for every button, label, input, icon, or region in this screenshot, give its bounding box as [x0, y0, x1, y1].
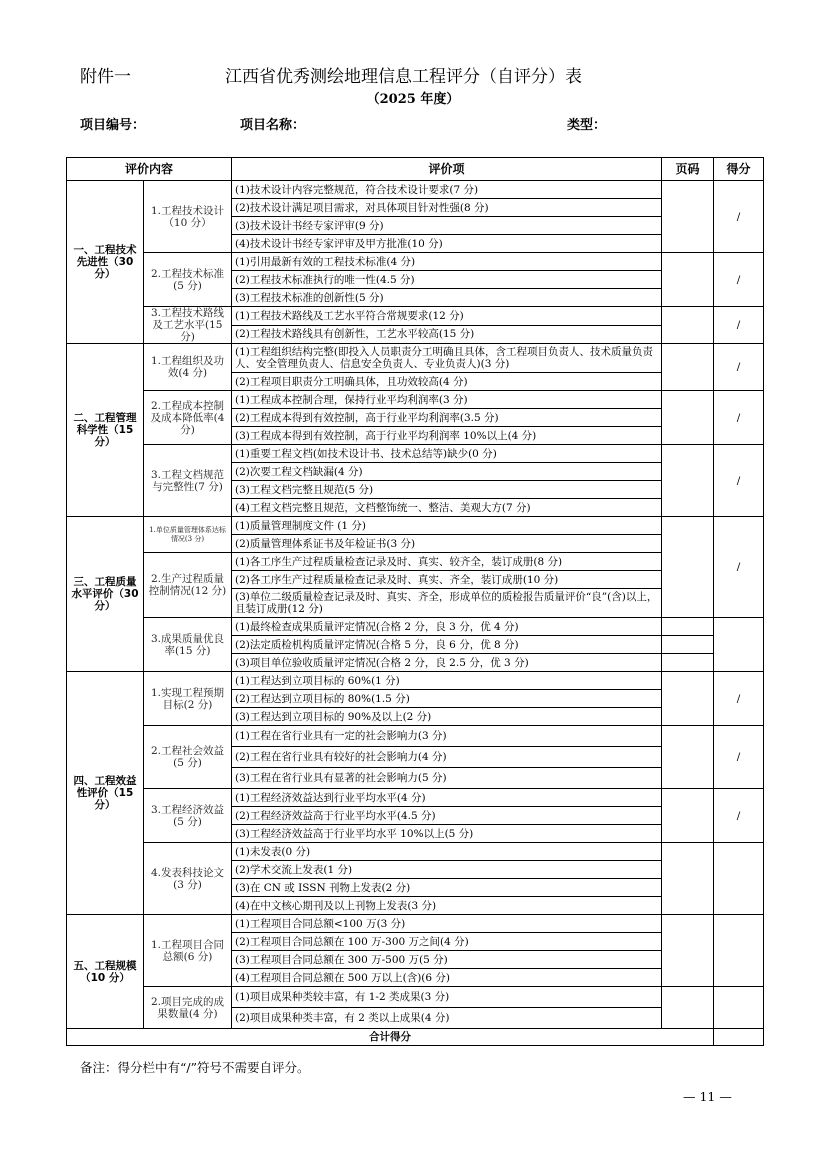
table-row: [67, 517, 764, 535]
table-row: [67, 915, 764, 933]
criterion-item: (1)重要工程文档(如技术设计书、技术总结等)缺少(0 分): [232, 445, 662, 463]
criterion-item: (3)技术设计书经专家评审(9 分): [232, 217, 662, 235]
criterion-item: (2)工程技术路线具有创新性，工艺水平较高(15 分): [232, 325, 662, 344]
table-row: [67, 672, 764, 690]
score-cell[interactable]: [714, 843, 764, 915]
table-row: [67, 391, 764, 409]
page-cell[interactable]: [662, 987, 714, 1029]
header-items: 评价项: [232, 158, 662, 181]
criterion-item: (3)工程成本得到有效控制，高于行业平均利润率 10%以上(4 分): [232, 427, 662, 445]
criterion-item: (3)在 CN 或 ISSN 刊物上发表(2 分): [232, 879, 662, 897]
criterion-item: (1)工程达到立项目标的 60%(1 分): [232, 672, 662, 690]
document-title: 江西省优秀测绘地理信息工程评分（自评分）表: [225, 67, 582, 87]
table-row: [67, 253, 764, 271]
table-row: [67, 181, 764, 199]
criterion-item: (2)工程技术标准执行的唯一性(4.5 分): [232, 271, 662, 289]
page-cell[interactable]: [662, 843, 714, 915]
criterion-item: (1)项目成果种类较丰富，有 1-2 类成果(3 分): [232, 987, 662, 1008]
criterion-item: (2)学术交流上发表(1 分): [232, 861, 662, 879]
score-slash: /: [714, 517, 764, 618]
criterion-item: (4)在中文核心期刊及以上刊物上发表(3 分): [232, 897, 662, 915]
table-row: [67, 987, 764, 1008]
criterion-item: (2)法定质检机构质量评定情况(合格 5 分，良 6 分，优 8 分): [232, 636, 662, 654]
score-cell[interactable]: [714, 987, 764, 1029]
criterion-item: (1)工程组织结构完整(即投入人员职责分工明确且具体，含工程项目负责人、技术质量负责人、安全管理负责人、信息安全负责人、专业负责人)(3 分): [232, 344, 662, 373]
page-cell[interactable]: [662, 253, 714, 307]
page-cell[interactable]: [662, 654, 714, 672]
criterion-item: (1)技术设计内容完整规范，符合技术设计要求(7 分): [232, 181, 662, 199]
criterion-item: (1)质量管理制度文件 (1 分): [232, 517, 662, 535]
score-slash: /: [714, 445, 764, 517]
group-label: 1.单位质量管理体系达标情况(3 分): [144, 517, 232, 553]
criterion-item: (3)工程达到立项目标的 90%及以上(2 分): [232, 708, 662, 726]
criterion-item: (2)工程在省行业具有较好的社会影响力(4 分): [232, 747, 662, 768]
criterion-item: (2)工程项目职责分工明确具体，且功效较高(4 分): [232, 373, 662, 391]
criterion-item: (1)工程在省行业具有一定的社会影响力(3 分): [232, 726, 662, 747]
page-cell[interactable]: [662, 618, 714, 636]
project-number-label: 项目编号：: [80, 118, 146, 133]
table-row: [67, 843, 764, 861]
page-cell[interactable]: [662, 672, 714, 726]
criterion-item: (4)技术设计书经专家评审及甲方批准(10 分): [232, 235, 662, 253]
score-slash: /: [714, 253, 764, 307]
criterion-item: (3)工程项目合同总额在 300 万-500 万(5 分): [232, 951, 662, 969]
criterion-item: (1)工程经济效益达到行业平均水平(4 分): [232, 789, 662, 807]
page-cell[interactable]: [662, 181, 714, 253]
group-label: 2.生产过程质量控制情况(12 分): [144, 553, 232, 618]
group-label: 2.工程技术标准(5 分): [144, 253, 232, 307]
criterion-item: (3)项目单位验收质量评定情况(合格 2 分，良 2.5 分，优 3 分): [232, 654, 662, 672]
criterion-item: (1)工程成本控制合理，保持行业平均利润率(3 分): [232, 391, 662, 409]
score-cell[interactable]: [714, 915, 764, 987]
score-slash: /: [714, 726, 764, 789]
criterion-item: (2)工程成本得到有效控制，高于行业平均利润率(3.5 分): [232, 409, 662, 427]
section-title: 三、工程质量水平评价（30 分）: [67, 517, 144, 672]
total-score-cell[interactable]: [714, 1029, 764, 1046]
header-content: 评价内容: [67, 158, 232, 181]
criterion-item: (2)质量管理体系证书及年检证书(3 分): [232, 535, 662, 553]
criterion-item: (3)工程在省行业具有显著的社会影响力(5 分): [232, 768, 662, 789]
group-label: 1.工程组织及功效(4 分): [144, 344, 232, 391]
annex-label: 附件一: [80, 67, 131, 87]
group-label: 2.项目完成的成果数量(4 分): [144, 987, 232, 1029]
score-slash: /: [714, 391, 764, 445]
page-cell[interactable]: [662, 636, 714, 654]
header-score: 得分: [714, 158, 764, 181]
table-row: [67, 445, 764, 463]
table-row: [67, 789, 764, 807]
page-cell[interactable]: [662, 915, 714, 987]
table-row: [67, 344, 764, 373]
page-cell[interactable]: [662, 789, 714, 843]
group-label: 3.工程经济效益(5 分): [144, 789, 232, 843]
criterion-item: (3)工程文档完整且规范(5 分): [232, 481, 662, 499]
project-type-label: 类型：: [567, 118, 607, 133]
table-row: [67, 307, 764, 326]
section-title: 五、工程规模（10 分）: [67, 915, 144, 1029]
table-row: [67, 726, 764, 747]
criterion-item: (2)工程经济效益高于行业平均水平(4.5 分): [232, 807, 662, 825]
page-cell[interactable]: [662, 391, 714, 445]
footnote: 备注：得分栏中有“/”符号不需要自评分。: [80, 1060, 310, 1075]
page-cell[interactable]: [662, 445, 714, 517]
section-title: 二、工程管理科学性（15 分）: [67, 344, 144, 517]
group-label: 1.工程项目合同总额(6 分): [144, 915, 232, 987]
criterion-item: (4)工程文档完整且规范，文档整饰统一、整洁、美观大方(7 分): [232, 499, 662, 517]
page-cell[interactable]: [662, 726, 714, 789]
section-title: 四、工程效益性评价（15 分）: [67, 672, 144, 915]
criterion-item: (1)未发表(0 分): [232, 843, 662, 861]
project-name-label: 项目名称：: [240, 118, 306, 133]
criterion-item: (2)工程项目合同总额在 100 万-300 万之间(4 分): [232, 933, 662, 951]
criterion-item: (2)次要工程文档缺漏(4 分): [232, 463, 662, 481]
score-slash: /: [714, 344, 764, 391]
score-cell[interactable]: [714, 618, 764, 672]
table-row: [67, 618, 764, 636]
page-number: — 11 —: [683, 1089, 732, 1104]
document-subtitle: （2025 年度）: [366, 92, 460, 107]
criterion-item: (1)各工序生产过程质量检查记录及时、真实、较齐全，装订成册(8 分): [232, 553, 662, 571]
criterion-item: (3)工程技术标准的创新性(5 分): [232, 289, 662, 307]
section-title: 一、工程技术先进性（30 分）: [67, 181, 144, 344]
criterion-item: (2)各工序生产过程质量检查记录及时、真实、齐全，装订成册(10 分): [232, 571, 662, 589]
group-label: 2.工程成本控制及成本降低率(4 分): [144, 391, 232, 445]
criterion-item: (1)最终检查成果质量评定情况(合格 2 分，良 3 分，优 4 分): [232, 618, 662, 636]
header-page: 页码: [662, 158, 714, 181]
score-slash: /: [714, 672, 764, 726]
group-label: 2.工程社会效益(5 分): [144, 726, 232, 789]
group-label: 1.工程技术设计（10 分）: [144, 181, 232, 253]
criterion-item: (3)工程经济效益高于行业平均水平 10%以上(5 分): [232, 825, 662, 843]
group-label: 3.工程文档规范与完整性(7 分): [144, 445, 232, 517]
group-label: 3.工程技术路线及工艺水平(15 分): [144, 307, 232, 344]
table-row: [67, 553, 764, 571]
group-label: 4.发表科技论文(3 分): [144, 843, 232, 915]
total-row: [67, 1029, 764, 1046]
criterion-item: (4)工程项目合同总额在 500 万以上(含)(6 分): [232, 969, 662, 987]
criterion-item: (2)技术设计满足项目需求，对具体项目针对性强(8 分): [232, 199, 662, 217]
score-slash: /: [714, 307, 764, 344]
page-cell[interactable]: [662, 517, 714, 618]
criterion-item: (1)引用最新有效的工程技术标准(4 分): [232, 253, 662, 271]
criterion-item: (1)工程项目合同总额<100 万(3 分): [232, 915, 662, 933]
criterion-item: (2)项目成果种类丰富，有 2 类以上成果(4 分): [232, 1008, 662, 1029]
criterion-item: (3)单位二级质量检查记录及时、真实、齐全，形成单位的质检报告质量评价“良”(含)以上，且装订成册(12 分): [232, 589, 662, 618]
page-cell[interactable]: [662, 344, 714, 391]
page-cell[interactable]: [662, 307, 714, 344]
scoring-table: [66, 157, 764, 1046]
group-label: 3.成果质量优良率(15 分): [144, 618, 232, 672]
criterion-item: (2)工程达到立项目标的 80%(1.5 分): [232, 690, 662, 708]
total-label: 合计得分: [67, 1029, 714, 1046]
criterion-item: (1)工程技术路线及工艺水平符合常规要求(12 分): [232, 307, 662, 326]
score-slash: /: [714, 789, 764, 843]
table-header-row: [67, 158, 764, 181]
score-slash: /: [714, 181, 764, 253]
group-label: 1.实现工程预期目标(2 分): [144, 672, 232, 726]
